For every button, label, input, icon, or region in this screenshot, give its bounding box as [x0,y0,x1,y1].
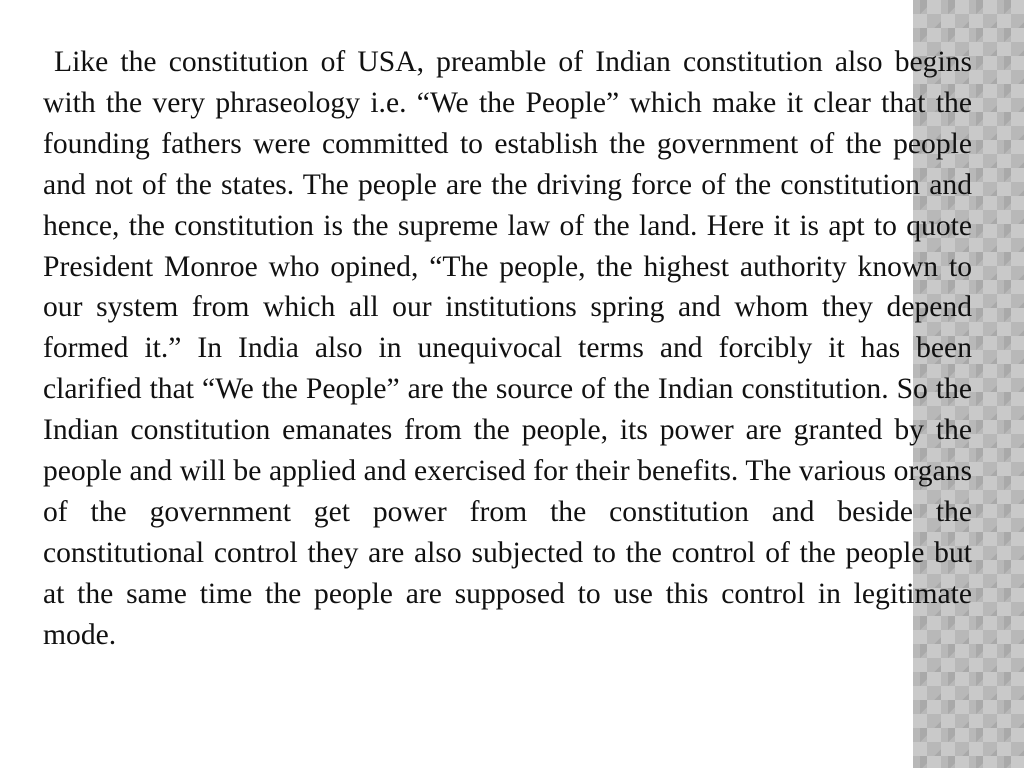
slide-body-text: Like the constitution of USA, preamble of Indian constitution also begins with the very phraseology i.e. “We the People” which make it clear that the founding fathers were committed to establish the government of the people and not of the states. The people are the driving force of the constitution and hence, the constitution is the supreme law of the land. Here it is apt to quote President Monroe who opined, “The people, the highest authority known to our system from which all our institutions spring and whom they depend formed it.” In India also in unequivocal terms and forcibly it has been clarified that “We the People” are the source of the Indian constitution. So the Indian constitution emanates from the people, its power are granted by the people and will be applied and exercised for their benefits. The various organs of the government get power from the constitution and beside the constitutional control they are also subjected to the control of the people but at the same time the people are supposed to use this control in legitimate mode. [43,46,972,651]
